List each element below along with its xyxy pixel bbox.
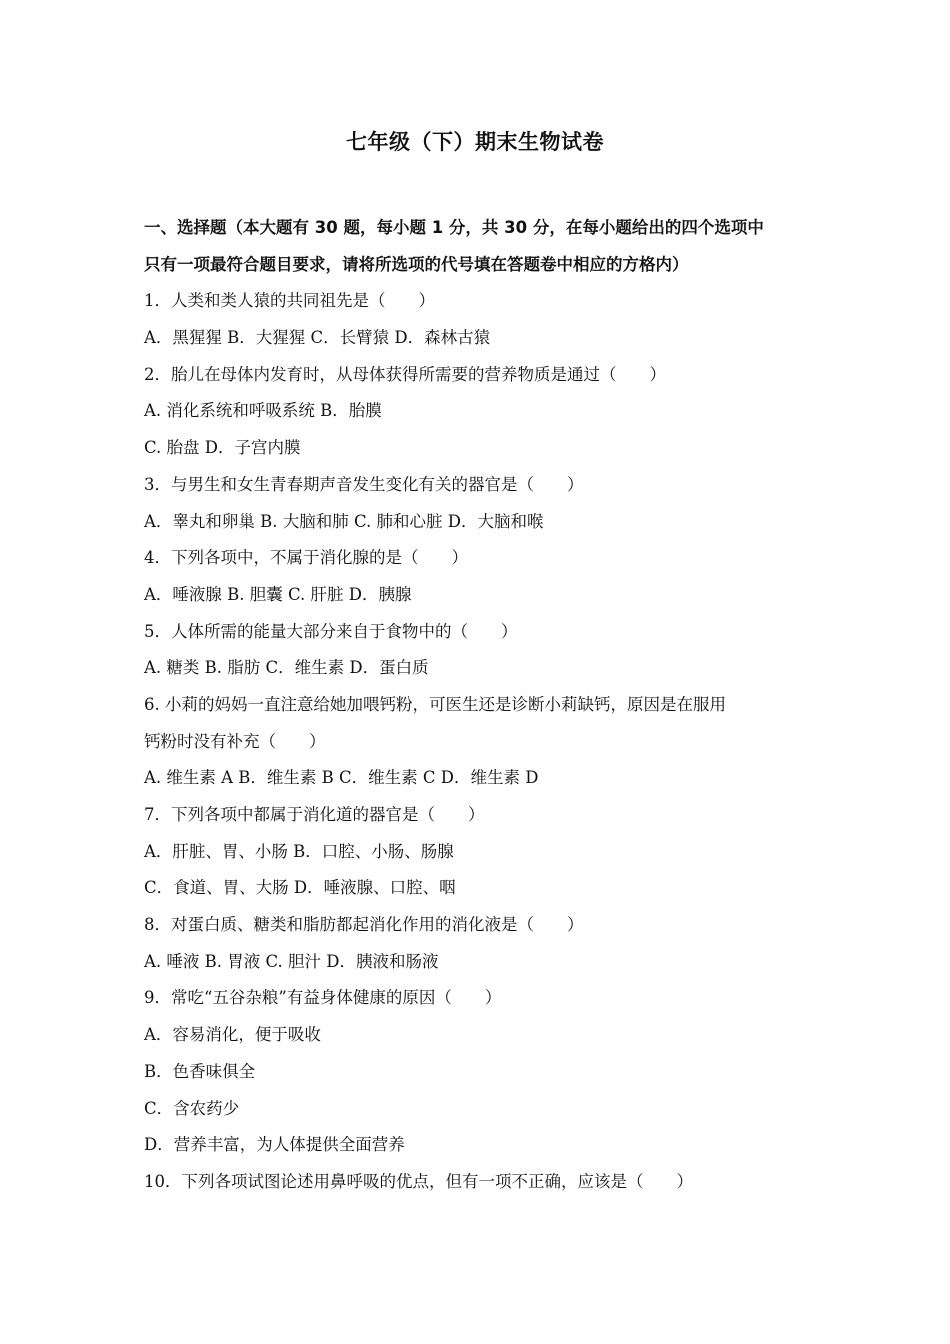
question-text: 8．对蛋白质、糖类和脂肪都起消化作用的消化液是（ ） (144, 915, 584, 935)
question-text: 7．下列各项中都属于消化道的器官是（ ） (144, 805, 485, 824)
answer-options: A．容易消化，便于吸收 (144, 1025, 321, 1045)
exam-content (144, 210, 814, 1201)
answer-options: A．肝脏、胃、小肠 B．口腔、小肠、肠腺 (144, 841, 454, 861)
question-text: 3．与男生和女生青春期声音发生变化有关的器官是（ ） (144, 474, 584, 494)
question-text: 6. 小莉的妈妈一直注意给她加喂钙粉，可医生还是诊断小莉缺钙，原因是在服用 (144, 694, 726, 714)
question-text: 9．常吃“五谷杂粮”有益身体健康的原因（ ） (144, 988, 502, 1008)
answer-options: A．睾丸和卵巢 B. 大脑和肺 C. 肺和心脏 D．大脑和喉 (144, 511, 544, 531)
answer-options: A．黑猩猩 B．大猩猩 C．长臂猿 D．森林古猿 (144, 328, 491, 348)
question-text: 4．下列各项中，不属于消化腺的是（ ） (144, 548, 468, 568)
question-text: 5．人体所需的能量大部分来自于食物中的（ ） (144, 621, 518, 641)
answer-options: A. 维生素 A B．维生素 B C．维生素 C D．维生素 D (144, 768, 539, 788)
answer-options: D．营养丰富，为人体提供全面营养 (144, 1135, 405, 1155)
question-text: 2．胎儿在母体内发育时，从母体获得所需要的营养物质是通过（ ） (144, 364, 666, 384)
question-text: 钙粉时没有补充（ ） (144, 731, 326, 751)
page-title: 七年级（下）期末生物试卷 (346, 130, 604, 154)
section-heading-line: 只有一项最符合题目要求，请将所选项的代号填在答题卷中相应的方格内） (144, 254, 689, 274)
answer-options: C. 胎盘 D．子宫内膜 (144, 438, 301, 458)
answer-options: B．色香味俱全 (144, 1061, 256, 1081)
answer-options: A. 消化系统和呼吸系统 B．胎膜 (144, 401, 382, 421)
answer-options: C．食道、胃、大肠 D．唾液腺、口腔、咽 (144, 878, 456, 898)
answer-options: A. 糖类 B. 脂肪 C．维生素 D．蛋白质 (144, 658, 429, 678)
answer-options: A．唾液腺 B. 胆囊 C. 肝脏 D．胰腺 (144, 584, 412, 604)
question-text: 10．下列各项试图论述用鼻呼吸的优点，但有一项不正确，应该是（ ） (144, 1171, 693, 1191)
answer-options: A. 唾液 B. 胃液 C. 胆汁 D．胰液和肠液 (144, 951, 439, 971)
question-text: 1．人类和类人猿的共同祖先是（ ） (144, 291, 435, 311)
answer-options: C．含农药少 (144, 1098, 240, 1118)
section-heading-line: 一、选择题（本大题有 30 题，每小题 1 分，共 30 分，在每小题给出的四个选项中 (144, 218, 764, 237)
